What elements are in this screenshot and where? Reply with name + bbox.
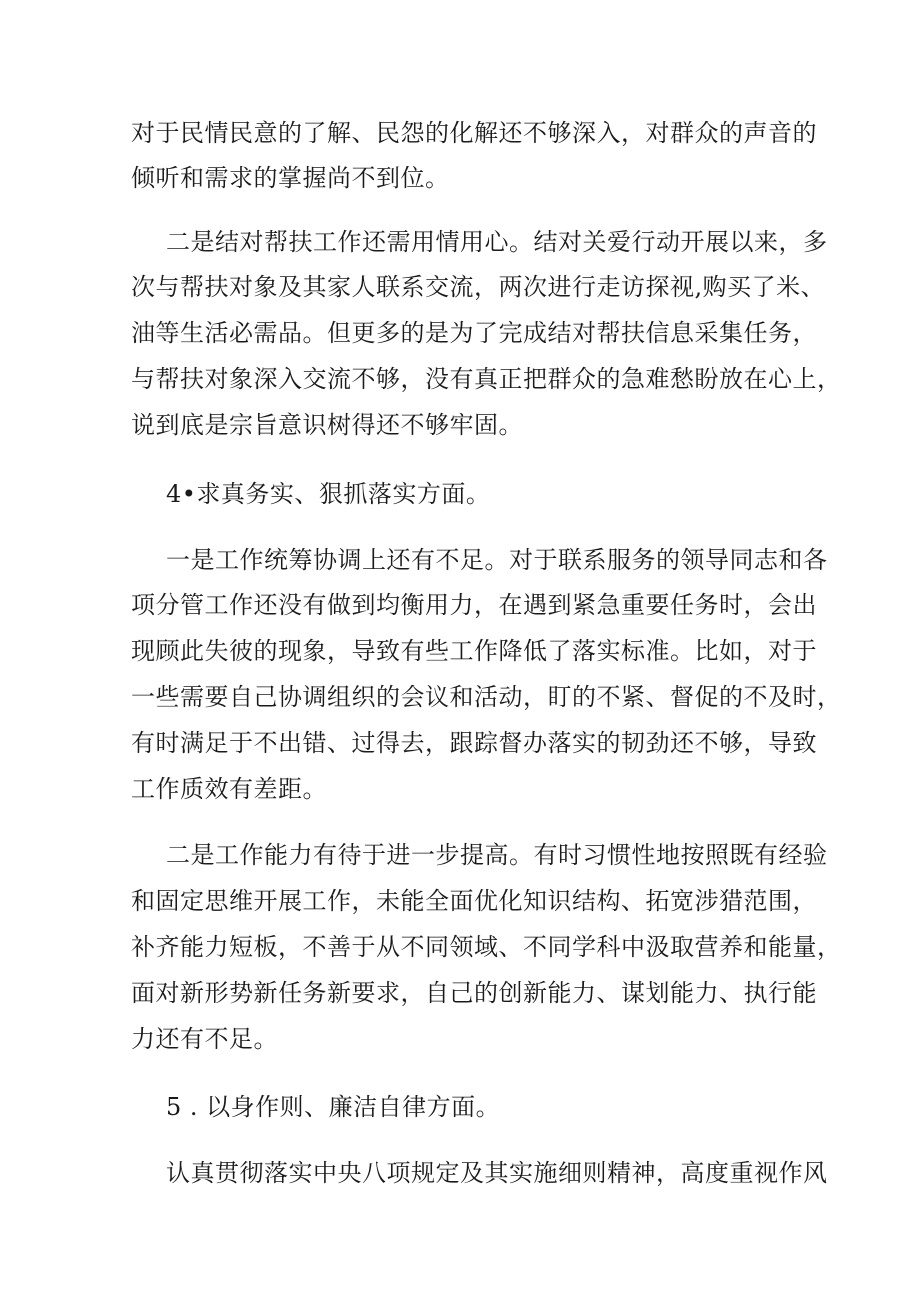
text-line: 与帮扶对象深入交流不够，没有真正把群众的急难愁盼放在心上，: [131, 365, 842, 393]
paragraph-first-line: 二是结对帮扶工作还需用情用心。结对关爱行动开展以来，多: [166, 228, 828, 256]
text-line: 面对新形势新任务新要求，自己的创新能力、谋划能力、执行能: [131, 979, 817, 1007]
text-line: 油等生活必需品。但更多的是为了完成结对帮扶信息采集任务，: [131, 319, 817, 347]
text-line: 补齐能力短板，不善于从不同领域、不同学科中汲取营养和能量，: [131, 933, 842, 961]
section-heading: 5 . 以身作则、廉洁自律方面。: [166, 1093, 501, 1121]
text-line: 一些需要自己协调组织的会议和活动，盯的不紧、督促的不及时，: [131, 683, 842, 711]
text-line: 对于民情民意的了解、民怨的化解还不够深入，对群众的声音的: [131, 119, 817, 147]
paragraph-first-line: 认真贯彻落实中央八项规定及其实施细则精神，高度重视作风: [166, 1159, 828, 1187]
text-line: 次与帮扶对象及其家人联系交流，两次进行走访探视,购买了米、: [131, 273, 826, 301]
section-heading: 4•求真务实、狠抓落实方面。: [166, 480, 491, 508]
paragraph-first-line: 二是工作能力有待于进一步提高。有时习惯性地按照既有经验: [166, 841, 828, 869]
text-line: 工作质效有差距。: [131, 775, 327, 803]
text-line: 倾听和需求的掌握尚不到位。: [131, 164, 450, 192]
text-line: 现顾此失彼的现象，导致有些工作降低了落实标准。比如，对于: [131, 637, 817, 665]
text-line: 有时满足于不出错、过得去，跟踪督办落实的韧劲还不够，导致: [131, 729, 817, 757]
text-line: 说到底是宗旨意识树得还不够牢固。: [131, 411, 523, 439]
paragraph-first-line: 一是工作统筹协调上还有不足。对于联系服务的领导同志和各: [166, 546, 828, 574]
text-line: 项分管工作还没有做到均衡用力，在遇到紧急重要任务时，会出: [131, 591, 817, 619]
text-line: 力还有不足。: [131, 1025, 278, 1053]
text-line: 和固定思维开展工作，未能全面优化知识结构、拓宽涉猎范围，: [131, 887, 817, 915]
